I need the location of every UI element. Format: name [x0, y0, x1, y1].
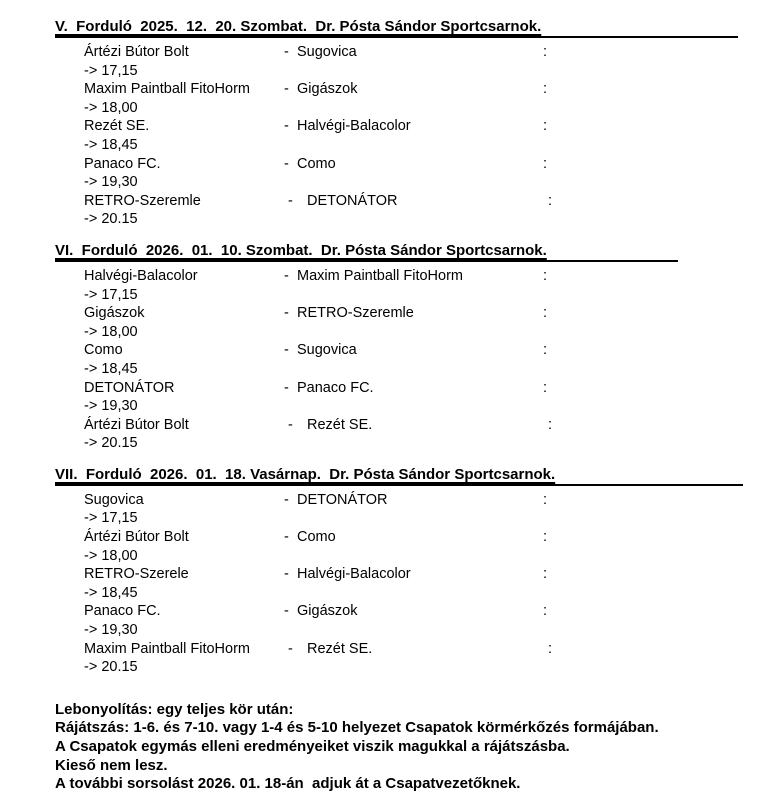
- notes: [55, 701, 767, 792]
- match-teams-line: [84, 416, 767, 435]
- away-team: DETONÁTOR: [307, 192, 398, 209]
- kickoff-time: -> 18,00: [84, 547, 138, 564]
- match-teams-line: [84, 491, 767, 510]
- team-separator-dash: -: [284, 491, 289, 508]
- team-separator-dash: -: [284, 305, 289, 322]
- match-teams-line: [84, 379, 767, 398]
- kickoff-time: -> 20.15: [84, 211, 138, 228]
- match-teams-line: [84, 192, 767, 211]
- score-colon: :: [548, 192, 553, 209]
- round-section: [55, 19, 767, 229]
- match-row: [84, 155, 767, 192]
- match-row: [84, 491, 767, 528]
- kickoff-time: -> 19,30: [84, 398, 138, 415]
- home-team: Panaco FC.: [84, 155, 161, 172]
- away-team: Rezét SE.: [307, 640, 373, 657]
- home-team: Ártézi Bútor Bolt: [84, 529, 189, 546]
- team-separator-dash: -: [288, 416, 293, 433]
- kickoff-time: -> 18,45: [84, 360, 138, 377]
- team-separator-dash: -: [284, 267, 289, 284]
- note-line: Lebonyolítás: egy teljes kör után:: [55, 700, 294, 718]
- away-team: Gigászok: [297, 603, 358, 620]
- away-team: Sugovica: [297, 342, 357, 359]
- match-teams-line: [84, 341, 767, 360]
- home-team: DETONÁTOR: [84, 379, 175, 396]
- match-list: [55, 491, 767, 677]
- away-team: Halvégi-Balacolor: [297, 118, 411, 135]
- home-team: RETRO-Szerele: [84, 566, 189, 583]
- score-colon: :: [543, 529, 548, 546]
- home-team: Maxim Paintball FitoHorm: [84, 81, 250, 98]
- note-line: Rájátszás: 1-6. és 7-10. vagy 1-4 és 5-10 helyezet Csapatok körmérkőzés formájában.: [55, 719, 659, 737]
- note-line: A Csapatok egymás elleni eredményeiket viszik magukkal a rájátszásba.: [55, 738, 570, 755]
- home-team: Halvégi-Balacolor: [84, 267, 198, 284]
- home-team: RETRO-Szeremle: [84, 192, 201, 209]
- score-colon: :: [548, 416, 553, 433]
- match-row: [84, 528, 767, 565]
- team-separator-dash: -: [284, 155, 289, 172]
- match-row: [84, 304, 767, 341]
- kickoff-time: -> 20.15: [84, 435, 138, 452]
- match-teams-line: [84, 43, 767, 62]
- kickoff-time: -> 20.15: [84, 659, 138, 676]
- score-colon: :: [543, 118, 548, 135]
- score-colon: :: [543, 81, 548, 98]
- kickoff-time: -> 18,45: [84, 136, 138, 153]
- score-colon: :: [543, 379, 548, 396]
- kickoff-time: -> 18,00: [84, 323, 138, 340]
- team-separator-dash: -: [288, 640, 293, 657]
- round-section: [55, 243, 767, 453]
- note-line: A további sorsolást 2026. 01. 18-án adjuk át a Csapatvezetőknek.: [55, 775, 521, 792]
- match-teams-line: [84, 602, 767, 621]
- team-separator-dash: -: [284, 342, 289, 359]
- round-heading: VI. Forduló 2026. 01. 10. Szombat. Dr. Pósta Sándor Sportcsarnok.: [55, 243, 678, 262]
- rounds-list: [55, 19, 767, 677]
- match-teams-line: [84, 155, 767, 174]
- home-team: Sugovica: [84, 491, 144, 508]
- team-separator-dash: -: [284, 566, 289, 583]
- match-teams-line: [84, 304, 767, 323]
- team-separator-dash: -: [284, 603, 289, 620]
- note-line: Kieső nem lesz.: [55, 756, 168, 774]
- score-colon: :: [543, 267, 548, 284]
- score-colon: :: [543, 491, 548, 508]
- kickoff-time: -> 18,45: [84, 584, 138, 601]
- kickoff-time: -> 19,30: [84, 622, 138, 639]
- away-team: Halvégi-Balacolor: [297, 566, 411, 583]
- match-row: [84, 80, 767, 117]
- kickoff-time: -> 18,00: [84, 99, 138, 116]
- home-team: Gigászok: [84, 305, 145, 322]
- home-team: Ártézi Bútor Bolt: [84, 416, 189, 433]
- kickoff-time: -> 19,30: [84, 174, 138, 191]
- team-separator-dash: -: [284, 44, 289, 60]
- score-colon: :: [543, 305, 548, 322]
- home-team: Rezét SE.: [84, 118, 150, 135]
- score-colon: :: [543, 566, 548, 583]
- match-teams-line: [84, 117, 767, 136]
- match-row: [84, 379, 767, 416]
- away-team: Maxim Paintball FitoHorm: [297, 267, 463, 284]
- round-heading: V. Forduló 2025. 12. 20. Szombat. Dr. Pósta Sándor Sportcsarnok.: [55, 19, 738, 38]
- round-section: [55, 467, 767, 677]
- kickoff-time: -> 17,15: [84, 62, 138, 79]
- match-list: [55, 267, 767, 453]
- match-row: [84, 43, 767, 80]
- home-team: Como: [84, 342, 123, 359]
- team-separator-dash: -: [284, 118, 289, 135]
- match-row: [84, 117, 767, 154]
- match-list: [55, 43, 767, 229]
- away-team: Panaco FC.: [297, 379, 374, 396]
- team-separator-dash: -: [284, 529, 289, 546]
- away-team: Gigászok: [297, 81, 358, 98]
- match-teams-line: [84, 565, 767, 584]
- away-team: RETRO-Szeremle: [297, 305, 414, 322]
- match-teams-line: [84, 80, 767, 99]
- score-colon: :: [543, 155, 548, 172]
- home-team: Ártézi Bútor Bolt: [84, 44, 189, 60]
- team-separator-dash: -: [284, 379, 289, 396]
- round-heading: VII. Forduló 2026. 01. 18. Vasárnap. Dr. Pósta Sándor Sportcsarnok.: [55, 467, 743, 486]
- match-row: [84, 267, 767, 304]
- match-row: [84, 565, 767, 602]
- kickoff-time: -> 17,15: [84, 510, 138, 527]
- away-team: Rezét SE.: [307, 416, 373, 433]
- kickoff-time: -> 17,15: [84, 286, 138, 303]
- match-teams-line: [84, 528, 767, 547]
- away-team: Como: [297, 529, 336, 546]
- match-row: [84, 416, 767, 453]
- team-separator-dash: -: [288, 192, 293, 209]
- away-team: Como: [297, 155, 336, 172]
- match-teams-line: [84, 640, 767, 659]
- home-team: Maxim Paintball FitoHorm: [84, 640, 250, 657]
- score-colon: :: [543, 603, 548, 620]
- match-row: [84, 602, 767, 639]
- home-team: Panaco FC.: [84, 603, 161, 620]
- match-row: [84, 640, 767, 677]
- away-team: Sugovica: [297, 44, 357, 60]
- match-teams-line: [84, 267, 767, 286]
- match-row: [84, 192, 767, 229]
- match-row: [84, 341, 767, 378]
- score-colon: :: [548, 640, 553, 657]
- score-colon: :: [543, 44, 548, 60]
- away-team: DETONÁTOR: [297, 491, 388, 508]
- team-separator-dash: -: [284, 81, 289, 98]
- score-colon: :: [543, 342, 548, 359]
